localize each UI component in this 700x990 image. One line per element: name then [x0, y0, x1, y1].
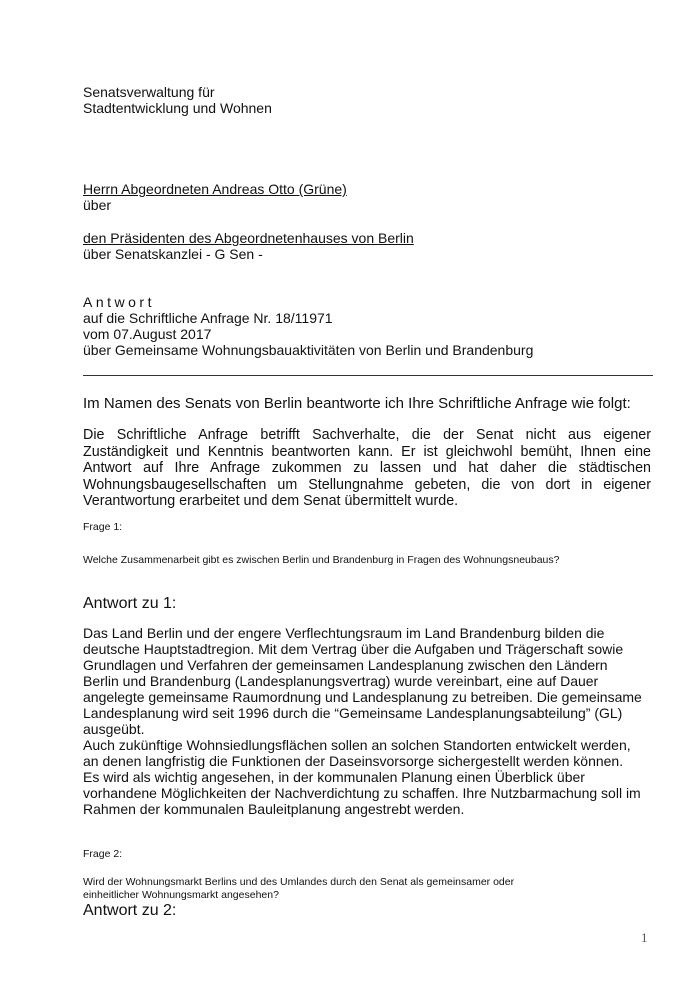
answer-title: Antwort	[83, 294, 155, 310]
sender-line-2: Stadtentwicklung und Wohnen	[83, 100, 272, 116]
answer-1-line: Landesplanung wird seit 1996 durch die “Gemeinsame Landesplanungsabteilung” (GL)	[83, 705, 623, 721]
recipient-president-block	[83, 230, 414, 262]
answer-header-line-3: über Gemeinsame Wohnungsbauaktivitäten von Berlin und Brandenburg	[83, 342, 534, 358]
answer-1-line: Grundlagen und Verfahren der gemeinsamen Landesplanung zwischen den Ländern	[83, 657, 608, 673]
answer-1-line: an denen langfristig die Funktionen der Daseinsvorsorge sichergestellt werden können.	[83, 753, 624, 769]
question-2-line: einheitlicher Wohnungsmarkt angesehen?	[83, 889, 279, 901]
answer-1-line: vorhandene Möglichkeiten der Nachverdichtung zu schaffen. Ihre Nutzbarmachung soll im	[83, 785, 641, 801]
question-1-text: Welche Zusammenarbeit gibt es zwischen Berlin und Brandenburg in Fragen des Wohnungsneubaus?	[83, 554, 560, 566]
page-number: 1	[641, 930, 648, 945]
answer-header-line-1: auf die Schriftliche Anfrage Nr. 18/11971	[83, 310, 333, 326]
recipient-name: Herrn Abgeordneten Andreas Otto (Grüne)	[83, 181, 347, 197]
recipient-via: über	[83, 197, 112, 213]
answer-1-label: Antwort zu 1:	[83, 595, 177, 612]
question-2-line: Wird der Wohnungsmarkt Berlins und des Umlandes durch den Senat als gemeinsamer oder	[83, 876, 515, 888]
answer-1-paragraph-1	[83, 625, 642, 737]
answer-1-line: Es wird als wichtig angesehen, in der kommunalen Planung einen Überblick über	[83, 769, 585, 785]
horizontal-divider	[83, 375, 653, 376]
question-2-text	[83, 876, 514, 902]
answer-1-line: ausgeübt.	[83, 721, 145, 737]
question-1-label: Frage 1:	[83, 521, 123, 533]
recipient-chancellery: über Senatskanzlei - G Sen -	[83, 246, 263, 262]
sender-line-1: Senatsverwaltung für	[83, 84, 215, 100]
answer-1-paragraph-2	[83, 737, 641, 817]
answer-header-line-2: vom 07.August 2017	[83, 326, 212, 342]
recipient-block	[83, 181, 347, 213]
intro-body: Die Schriftliche Anfrage betrifft Sachverhalte, die der Senat nicht aus eigener Zuständigkeit und Kenntnis beantworten kann. Er ist gleichwohl bemüht, Ihnen eine Antwort auf Ihre Anfrage zukommen zu lassen und hat daher die städtischen Wohnungsbaugesellschaften um Stellungnahme gebeten, die von dort in eigener Verantwortung erarbeitet und dem Senat übermittelt wurde.	[83, 427, 651, 509]
answer-1-line: deutsche Hauptstadtregion. Mit dem Vertrag über die Aufgaben und Trägerschaft sowie	[83, 641, 624, 657]
question-2-label: Frage 2:	[83, 848, 123, 860]
sender-block	[83, 84, 272, 116]
answer-1-line: Berlin und Brandenburg (Landesplanungsvertrag) wurde vereinbart, eine auf Dauer	[83, 673, 599, 689]
answer-1-line: angelegte gemeinsame Raumordnung und Landesplanung zu betreiben. Die gemeinsame	[83, 689, 642, 705]
answer-1-line: Das Land Berlin und der engere Verflechtungsraum im Land Brandenburg bilden die	[83, 625, 605, 641]
answer-header	[83, 294, 533, 358]
answer-1-line: Auch zukünftige Wohnsiedlungsflächen sollen an solchen Standorten entwickelt werden,	[83, 737, 631, 753]
answer-1-line: Rahmen der kommunalen Bauleitplanung angestrebt werden.	[83, 801, 465, 817]
recipient-president: den Präsidenten des Abgeordnetenhauses von Berlin	[83, 230, 414, 246]
answer-2-label: Antwort zu 2:	[83, 902, 177, 919]
intro-line: Im Namen des Senats von Berlin beantworte ich Ihre Schriftliche Anfrage wie folgt:	[83, 395, 631, 412]
